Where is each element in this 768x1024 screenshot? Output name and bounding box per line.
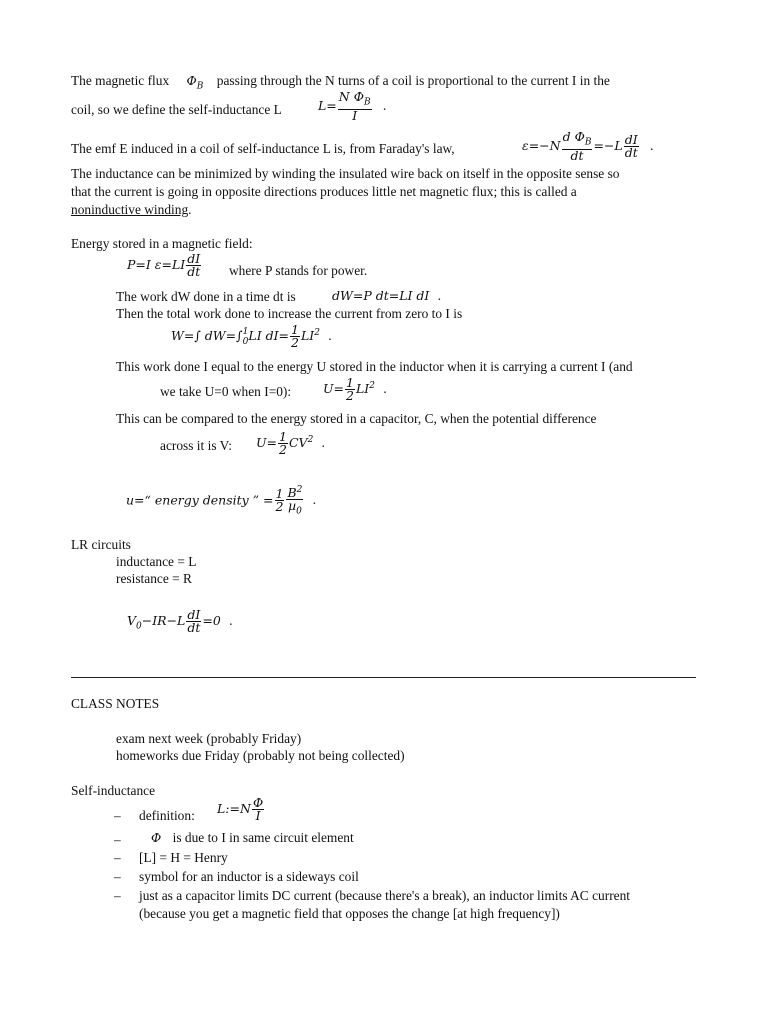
power-eq: P=I ɛ=LI $\frac{dI}{dt}$ xyxy=(127,251,201,279)
para-line-2: that the current is going in opposite directions produces little net magnetic flux; this is called a xyxy=(71,184,577,199)
total-work-text: Then the total work done to increase the current from zero to I is xyxy=(116,306,463,321)
phi-symbol: Φ xyxy=(151,830,162,845)
bullet-capacitor-line-2: (because you get a magnetic field that opposes the change [at high frequency]) xyxy=(139,906,560,921)
lr-resistance: resistance = R xyxy=(116,571,192,586)
take-text: we take U=0 when I=0): xyxy=(160,384,292,399)
definition-eq: L:=N $\frac{\Phi}{I}$ xyxy=(217,795,264,823)
emf-line xyxy=(71,141,455,157)
power-note: where P stands for power. xyxy=(229,263,368,278)
bullet-dash: – xyxy=(114,850,121,865)
bullet-dash: – xyxy=(114,869,121,884)
homework-note: homeworks due Friday (probably not being collected) xyxy=(116,748,405,763)
lr-inductance: inductance = L xyxy=(116,554,197,569)
equal-energy-text: This work done I equal to the energy U stored in the inductor when it is carrying a current I (and xyxy=(116,359,633,374)
energy-heading: Energy stored in a magnetic field: xyxy=(71,236,253,251)
phi-text: is due to I in same circuit element xyxy=(172,830,354,845)
flux-text-b: passing through the N turns of a coil is proportional to the current I in the xyxy=(216,73,610,88)
energy-density-eq: u=“ energy density ” = $\frac{1}{2}$ $\frac{B^2}{\mu_0}$ . xyxy=(126,485,317,517)
flux-symbol: $\Phi_B$ xyxy=(186,73,204,92)
work-text: The work dW done in a time dt is xyxy=(116,289,296,304)
bullet-symbol: symbol for an inductor is a sideways coil xyxy=(139,869,359,884)
work-eq: dW=P dt=LI dI . xyxy=(332,288,442,303)
bullet-henry: [L] = H = Henry xyxy=(139,850,228,865)
coil-text: coil, so we define the self-inductance L xyxy=(71,102,282,117)
coil-line xyxy=(71,102,282,118)
class-notes-heading: CLASS NOTES xyxy=(71,696,160,711)
capacitor-text: This can be compared to the energy stored in a capacitor, C, when the potential difference xyxy=(116,411,597,426)
bullet-phi xyxy=(151,830,354,846)
lr-equation: $V_0-IR-L$ $\frac{dI}{dt}$ =0 . xyxy=(127,607,233,635)
self-inductance-heading: Self-inductance xyxy=(71,783,156,798)
U-inductor-eq: U= $\frac{1}{2}$ $LI^2$ . xyxy=(323,375,387,403)
para-line-1: The inductance can be minimized by winding the insulated wire back on itself in the opposite sense so xyxy=(71,166,620,181)
horizontal-divider xyxy=(71,677,696,678)
bullet-dash: – xyxy=(114,808,121,823)
L-definition-eq: L= $\frac{N \Phi_B}{I}$ . xyxy=(318,89,387,123)
bullet-capacitor-line-1: just as a capacitor limits DC current (because there's a break), an inductor limits AC current xyxy=(139,888,631,903)
noninductive-winding: noninductive winding xyxy=(71,202,189,217)
emf-eq: ɛ=−N $\frac{d \Phi_B}{dt}$ =−L $\frac{dI}{dt}$ . xyxy=(522,129,654,163)
U-capacitor-eq: U= $\frac{1}{2}$ $CV^2$ . xyxy=(256,429,326,457)
integral-eq: W=∫ dW=∫ 1 0 LI dI= $\frac{1}{2}$ $LI^2$ . xyxy=(171,322,332,350)
bullet-dash: – xyxy=(114,832,121,847)
across-text: across it is V: xyxy=(160,438,233,453)
exam-note: exam next week (probably Friday) xyxy=(116,731,302,746)
para-line-3: noninductive winding. xyxy=(71,202,192,217)
emf-text: The emf E induced in a coil of self-inductance L is, from Faraday's law, xyxy=(71,141,455,156)
flux-text-a: The magnetic flux xyxy=(71,73,170,88)
bullet-definition: definition: xyxy=(139,808,195,823)
lr-heading: LR circuits xyxy=(71,537,131,552)
bullet-dash: – xyxy=(114,888,121,903)
